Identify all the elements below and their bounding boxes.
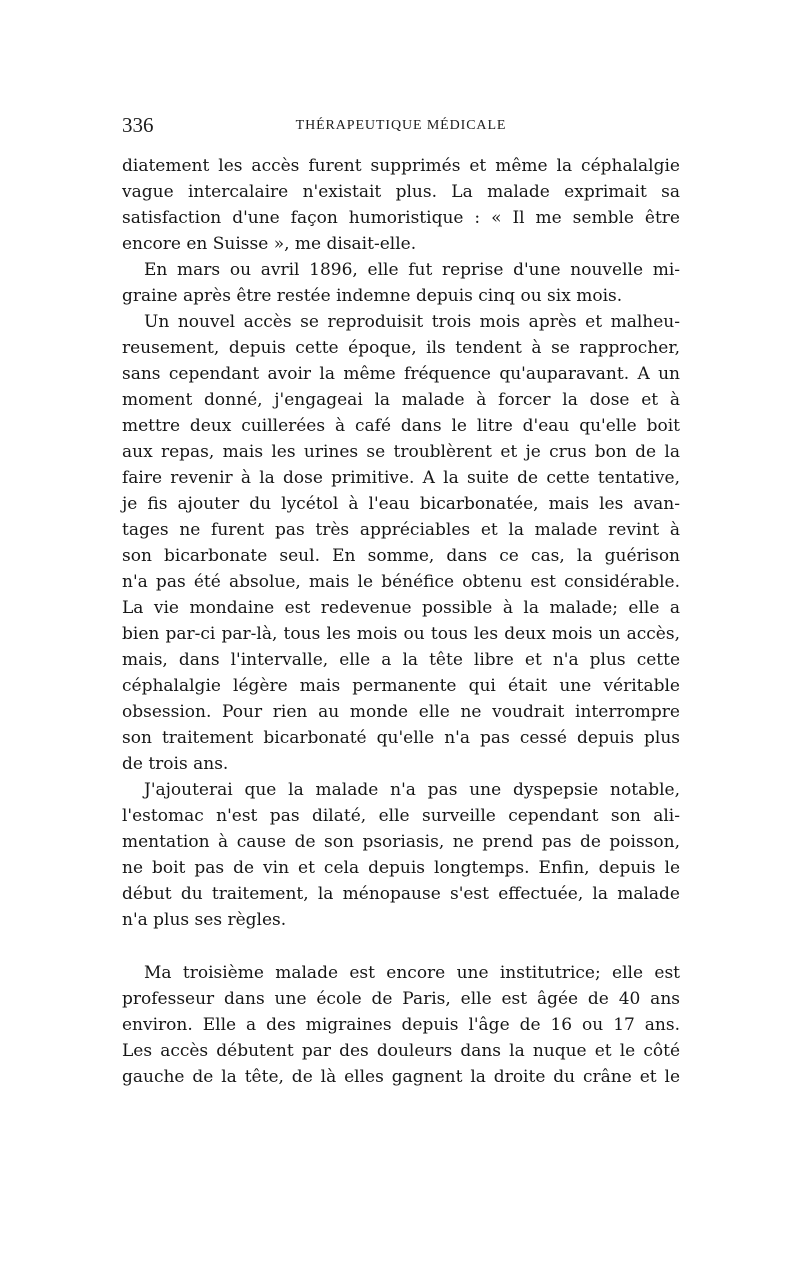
text-line: professeur dans une école de Paris, elle est âgée de 40 ans [122,989,680,1009]
running-title: THÉRAPEUTIQUE MÉDICALE [295,118,507,133]
text-line: vague intercalaire n'existait plus. La malade exprimait sa [122,182,680,202]
text-line: mettre deux cuillerées à café dans le litre d'eau qu'elle boit [122,416,680,436]
text-line: mais, dans l'intervalle, elle a la tête libre et n'a plus cette [122,650,680,670]
text-line: La vie mondaine est redevenue possible à la malade; elle a [122,598,680,618]
text-line: graine après être restée indemne depuis cinq ou six mois. [122,286,623,306]
text-line: je fis ajouter du lycétol à l'eau bicarbonatée, mais les avan- [122,494,680,514]
text-line: de trois ans. [122,754,229,774]
text-line: début du traitement, la ménopause s'est effectuée, la malade [122,884,680,904]
text-line: aux repas, mais les urines se troublèrent et je crus bon de la [122,442,680,462]
text-line: En mars ou avril 1896, elle fut reprise d'une nouvelle mi- [144,260,680,280]
text-line: son traitement bicarbonaté qu'elle n'a pas cessé depuis plus [122,728,680,748]
text-line: encore en Suisse », me disait-elle. [122,234,417,254]
paragraph-third-patient [122,960,680,1090]
page-number: 336 [122,113,154,137]
text-line: Ma troisième malade est encore une institutrice; elle est [144,963,680,983]
text-line: l'estomac n'est pas dilaté, elle surveille cependant son ali- [122,806,680,826]
running-head [122,112,680,142]
paragraph-continuation [122,153,680,257]
text-line: faire revenir à la dose primitive. A la suite de cette tentative, [122,468,680,488]
text-line: reusement, depuis cette époque, ils tendent à se rapprocher, [122,338,680,358]
text-line: Un nouvel accès se reproduisit trois mois après et malheu- [144,312,680,332]
body-text [122,153,680,1090]
text-line: tages ne furent pas très appréciables et la malade revint à [122,520,680,540]
text-line: satisfaction d'une façon humoristique : « Il me semble être [122,208,680,228]
text-line: moment donné, j'engageai la malade à forcer la dose et à [122,390,680,410]
text-line: n'a pas été absolue, mais le bénéfice obtenu est considérable. [122,572,680,592]
paragraph-dyspepsia [122,777,680,933]
text-line: diatement les accès furent supprimés et même la céphalalgie [122,156,680,176]
text-line: J'ajouterai que la malade n'a pas une dyspepsie notable, [144,780,680,800]
text-line: n'a plus ses règles. [122,910,287,930]
text-line: sans cependant avoir la même fréquence qu'auparavant. A un [122,364,680,384]
text-line: céphalalgie légère mais permanente qui était une véritable [122,676,680,696]
paragraph-treatment-course [122,309,680,777]
text-line: bien par-ci par-là, tous les mois ou tous les deux mois un accès, [122,624,680,644]
text-line: son bicarbonate seul. En somme, dans ce cas, la guérison [122,546,680,566]
paragraph-relapse [122,257,680,309]
text-line: Les accès débutent par des douleurs dans la nuque et le côté [122,1041,680,1061]
text-line: mentation à cause de son psoriasis, ne prend pas de poisson, [122,832,680,852]
text-line: ne boit pas de vin et cela depuis longtemps. Enfin, depuis le [122,858,680,878]
text-line: gauche de la tête, de là elles gagnent la droite du crâne et le [122,1067,680,1087]
text-line: obsession. Pour rien au monde elle ne voudrait interrompre [122,702,680,722]
text-line: environ. Elle a des migraines depuis l'âge de 16 ou 17 ans. [122,1015,680,1035]
